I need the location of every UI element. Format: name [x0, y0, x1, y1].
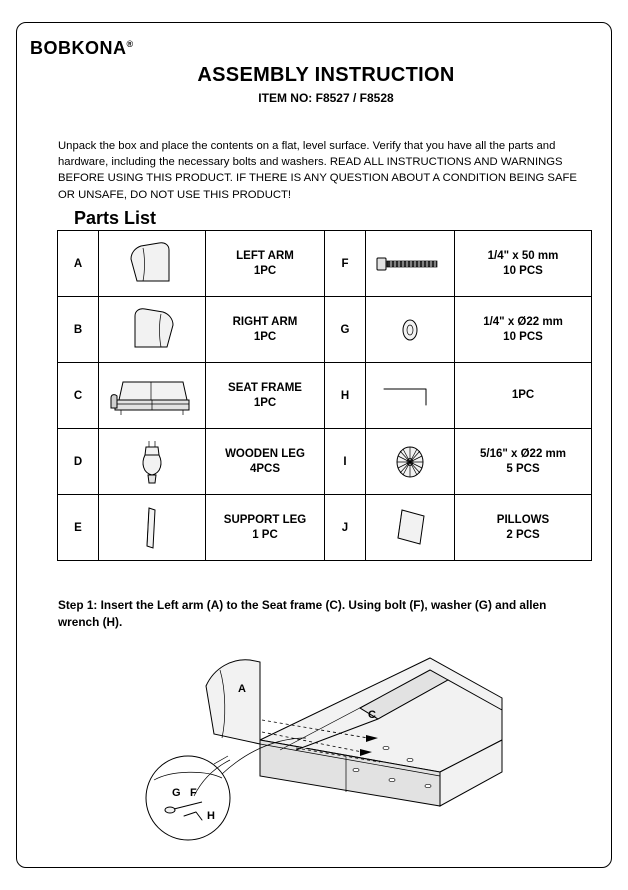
part-description [206, 363, 325, 429]
table-row [58, 363, 592, 429]
right-arm-icon [100, 300, 204, 360]
part-name: PILLOWS [496, 513, 550, 526]
page-title: ASSEMBLY INSTRUCTION [197, 64, 455, 86]
part-qty: 10 PCS [503, 264, 543, 277]
callout-label-frame: C [368, 709, 376, 721]
part-name: WOODEN LEG [225, 447, 305, 460]
part-description [206, 231, 325, 297]
brand-name: BOBKONA [30, 38, 127, 58]
part-image-cell [366, 297, 455, 363]
part-qty: 1PC [253, 396, 277, 409]
detail-callout-circle [146, 756, 230, 840]
large-washer-icon [367, 432, 453, 492]
part-description [206, 297, 325, 363]
bolt-icon [367, 234, 453, 294]
part-name: SEAT FRAME [228, 381, 302, 394]
part-image-cell [99, 495, 206, 561]
table-row [58, 495, 592, 561]
part-qty: 1PC [511, 389, 535, 401]
left-arm-icon [100, 234, 204, 294]
part-image-cell [99, 429, 206, 495]
step-1-figure [110, 620, 530, 850]
callout-label-arm: A [238, 683, 246, 695]
part-qty: 1 PC [252, 528, 278, 541]
part-letter: B [58, 297, 99, 363]
step-1-instructions: Step 1: Insert the Left arm (A) to the Seat frame (C). Using bolt (F), washer (G) and allen wrench (H). [58, 598, 547, 629]
part-description [206, 429, 325, 495]
allen-wrench-icon [367, 366, 453, 426]
part-qty: 1PC [253, 264, 277, 277]
part-description [455, 363, 592, 429]
part-name: 1/4" x Ø22 mm [483, 315, 563, 328]
callout-label-bolt: F [190, 787, 197, 799]
part-qty: 1PC [253, 330, 277, 343]
part-description [206, 495, 325, 561]
part-description [455, 429, 592, 495]
part-description [455, 231, 592, 297]
part-qty: 5 PCS [506, 462, 540, 475]
pillow-icon [367, 498, 453, 558]
part-image-cell [366, 231, 455, 297]
part-letter: C [58, 363, 99, 429]
part-name: 1/4" x 50 mm [487, 249, 559, 262]
support-leg-icon [100, 498, 204, 558]
part-image-cell [99, 297, 206, 363]
part-description [455, 297, 592, 363]
part-image-cell [99, 231, 206, 297]
wooden-leg-icon [100, 432, 204, 492]
part-description [455, 495, 592, 561]
registered-mark: ® [126, 39, 134, 49]
table-row [58, 429, 592, 495]
part-qty: 10 PCS [503, 330, 543, 343]
seat-frame-drawing [260, 658, 502, 806]
table-row [58, 297, 592, 363]
part-letter: D [58, 429, 99, 495]
item-number: ITEM NO: F8527 / F8528 [258, 91, 394, 105]
table-row [58, 231, 592, 297]
part-image-cell [366, 495, 455, 561]
callout-label-washer: G [172, 787, 181, 799]
parts-list-heading: Parts List [74, 208, 157, 228]
seat-frame-icon [100, 366, 204, 426]
washer-icon [367, 300, 453, 360]
intro-paragraph: Unpack the box and place the contents on a flat, level surface. Verify that you have all the parts and hardware, including the necessary bolts and washers. READ ALL INSTRUCTIONS AND WARNINGS BEFORE USING THIS PRODUCT. IF THERE IS ANY QUESTION ABOUT A CONDITION BEING SAFE OR UNSAFE, DO NOT USE THIS PRODUCT! [58, 140, 577, 201]
callout-label-wrench: H [207, 810, 215, 822]
part-letter: G [325, 297, 366, 363]
part-name: SUPPORT LEG [223, 513, 307, 526]
parts-list-table [57, 230, 592, 561]
part-letter: H [325, 363, 366, 429]
part-letter: A [58, 231, 99, 297]
part-name: LEFT ARM [236, 249, 294, 262]
part-name: 5/16" x Ø22 mm [479, 447, 566, 460]
part-letter: I [325, 429, 366, 495]
brand-logo [30, 38, 134, 59]
part-qty: 2 PCS [506, 528, 540, 541]
part-qty: 4PCS [249, 462, 281, 475]
part-image-cell [366, 429, 455, 495]
part-letter: J [325, 495, 366, 561]
part-letter: F [325, 231, 366, 297]
part-image-cell [366, 363, 455, 429]
part-image-cell [99, 363, 206, 429]
left-arm-drawing [206, 660, 260, 744]
part-letter: E [58, 495, 99, 561]
part-name: RIGHT ARM [232, 315, 298, 328]
